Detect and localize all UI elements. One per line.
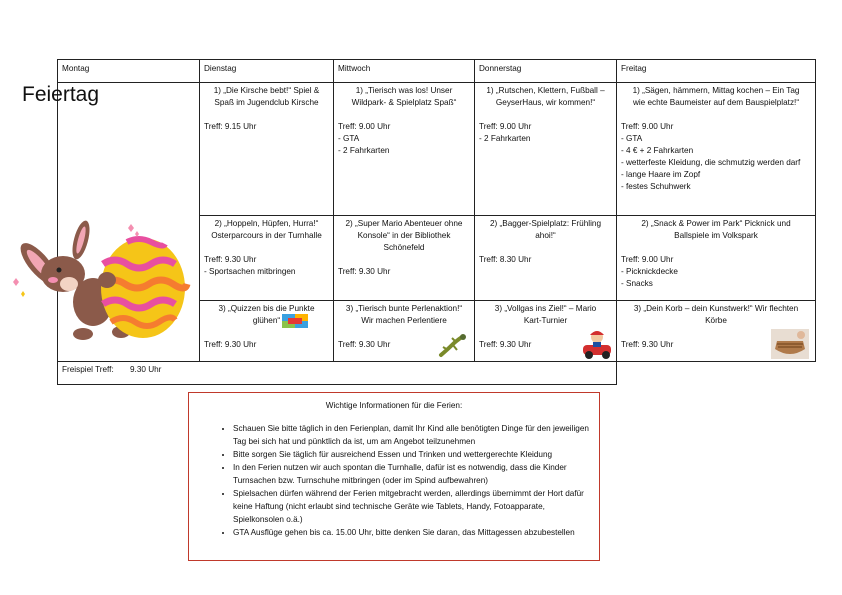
activity-title: 1) „Tierisch was los! Unser Wildpark- & Spielplatz Spaß“ — [351, 86, 457, 107]
activity-tue-2 — [200, 216, 334, 301]
activity-title: 3) „Tierisch bunte Perlenaktion!“ Wir machen Perlentiere — [345, 304, 463, 325]
header-dienstag: Dienstag — [200, 60, 334, 83]
activity-title: 2) „Super Mario Abenteuer ohne Konsole“ in der Bibliothek Schönefeld — [345, 219, 463, 252]
activity-meta — [338, 266, 470, 278]
activity-detail-line: Treff: 9.30 Uhr — [338, 340, 391, 349]
easter-bunny-egg-icon — [3, 212, 193, 347]
freispiel-time: 9.30 Uhr — [130, 365, 162, 374]
activity-detail-line: Treff: 9.30 Uhr — [204, 255, 257, 264]
activity-detail-line: - 4 € + 2 Fahrkarten — [621, 146, 694, 155]
activity-detail-line: Treff: 9.00 Uhr — [479, 122, 532, 131]
activity-title: 3) „Dein Korb – dein Kunstwerk!“ Wir flechten Körbe — [633, 304, 799, 325]
bead-lizard-icon — [438, 333, 468, 359]
activity-meta — [621, 121, 811, 193]
activity-fri-1 — [617, 83, 816, 216]
activity-thu-2 — [475, 216, 617, 301]
freispiel-label: Freispiel Treff: — [62, 365, 114, 374]
activity-thu-1 — [475, 83, 617, 216]
activity-detail-line: Treff: 8.30 Uhr — [479, 255, 532, 264]
info-title: Wichtige Informationen für die Ferien: — [325, 401, 463, 410]
activity-meta — [204, 121, 329, 133]
activity-detail-line: Treff: 9.30 Uhr — [621, 340, 674, 349]
activity-detail-line: Treff: 9.30 Uhr — [338, 267, 391, 276]
quiz-badge-icon — [282, 314, 308, 328]
activity-fri-2 — [617, 216, 816, 301]
activity-title: 3) „Quizzen bis die Punkte glühen“ — [218, 304, 315, 325]
activity-detail-line: Treff: 9.30 Uhr — [479, 340, 532, 349]
activity-detail-line: - GTA — [621, 134, 643, 143]
important-info-box — [188, 392, 600, 561]
activity-title: 3) „Vollgas ins Ziel!“ – Mario Kart-Turnier — [494, 304, 597, 325]
activity-detail-line: - wetterfeste Kleidung, die schmutzig werden darf — [621, 158, 801, 167]
activity-wed-1 — [334, 83, 475, 216]
activity-fri-3 — [617, 301, 816, 362]
header-montag: Montag — [58, 60, 200, 83]
activity-meta — [338, 121, 470, 157]
activity-detail-line: - Snacks — [621, 279, 653, 288]
activity-detail-line: - Sportsachen mitbringen — [204, 267, 296, 276]
activity-detail-line: - Picknickdecke — [621, 267, 678, 276]
header-donnerstag: Donnerstag — [475, 60, 617, 83]
activity-detail-line: - GTA — [338, 134, 360, 143]
info-item: • In den Ferien nutzen wir auch spontan die Turnhalle, dafür ist es notwendig, dass die Kinder Turnsachen bzw. Turnschuhe mitbringen (oder im Spind aufbewahren) — [233, 461, 589, 487]
monday-holiday-label: Feiertag — [22, 83, 100, 106]
activity-detail-line: Treff: 9.00 Uhr — [621, 255, 674, 264]
info-item: • Spielsachen dürfen während der Ferien mitgebracht werden, allerdings übernimmt der Hort dafür keine Haftung (nicht erlaubt sind technische Geräte wie Tablets, Handy, Fotoapparate, Spielkonsolen o.ä.) — [233, 487, 589, 526]
info-list — [189, 422, 599, 539]
info-item: • Schauen Sie bitte täglich in den Ferienplan, damit Ihr Kind alle benötigten Dinge für den jeweiligen Tag bei sich hat und pünktlich da ist, um am Angebot teilzunehmen — [233, 422, 589, 448]
activity-tue-1 — [200, 83, 334, 216]
activity-wed-3 — [334, 301, 475, 362]
row-1 — [58, 83, 816, 216]
activity-detail-line: - lange Haare im Zopf — [621, 170, 701, 179]
activity-detail-line: Treff: 9.00 Uhr — [338, 122, 391, 131]
activity-title: 2) „Hoppeln, Hüpfen, Hurra!“ Osterparcours in der Turnhalle — [211, 219, 322, 240]
info-item: • GTA Ausflüge gehen bis ca. 15.00 Uhr, bitte denken Sie daran, das Mittagessen abzubestellen — [233, 526, 589, 539]
activity-wed-2 — [334, 216, 475, 301]
activity-detail-line: - festes Schuhwerk — [621, 182, 691, 191]
activity-meta — [479, 254, 612, 266]
activity-title: 2) „Bagger-Spielplatz: Frühling ahoi!“ — [489, 219, 602, 240]
activity-thu-3 — [475, 301, 617, 362]
activity-meta — [204, 339, 329, 351]
activity-meta — [479, 121, 612, 145]
activity-detail-line: Treff: 9.15 Uhr — [204, 122, 257, 131]
header-freitag: Freitag — [617, 60, 816, 83]
activity-detail-line: Treff: 9.00 Uhr — [621, 122, 674, 131]
activity-detail-line: - 2 Fahrkarten — [479, 134, 531, 143]
activity-title: 2) „Snack & Power im Park“ Picknick und Ballspiele im Volkspark — [641, 219, 791, 240]
basket-weaving-icon — [771, 329, 809, 359]
activity-meta — [621, 254, 811, 290]
activity-detail-line: Treff: 9.30 Uhr — [204, 340, 257, 349]
freispiel-row — [58, 362, 816, 385]
header-row — [58, 60, 816, 83]
mario-kart-icon — [581, 327, 613, 359]
info-item: • Bitte sorgen Sie täglich für ausreichend Essen und Trinken und wettergerechte Kleidung — [233, 448, 589, 461]
header-mittwoch: Mittwoch — [334, 60, 475, 83]
activity-title: 1) „Die Kirsche bebt!“ Spiel & Spaß im Jugendclub Kirsche — [213, 86, 320, 107]
activity-title: 1) „Sägen, hämmern, Mittag kochen – Ein Tag wie echte Baumeister auf dem Bauspielplatz!“ — [632, 86, 800, 107]
activity-meta — [204, 254, 329, 278]
freispiel-cell — [58, 362, 617, 385]
activity-title: 1) „Rutschen, Klettern, Fußball – GeyserHaus, wir kommen!“ — [486, 86, 605, 107]
activity-detail-line: - 2 Fahrkarten — [338, 146, 390, 155]
activity-tue-3 — [200, 301, 334, 362]
